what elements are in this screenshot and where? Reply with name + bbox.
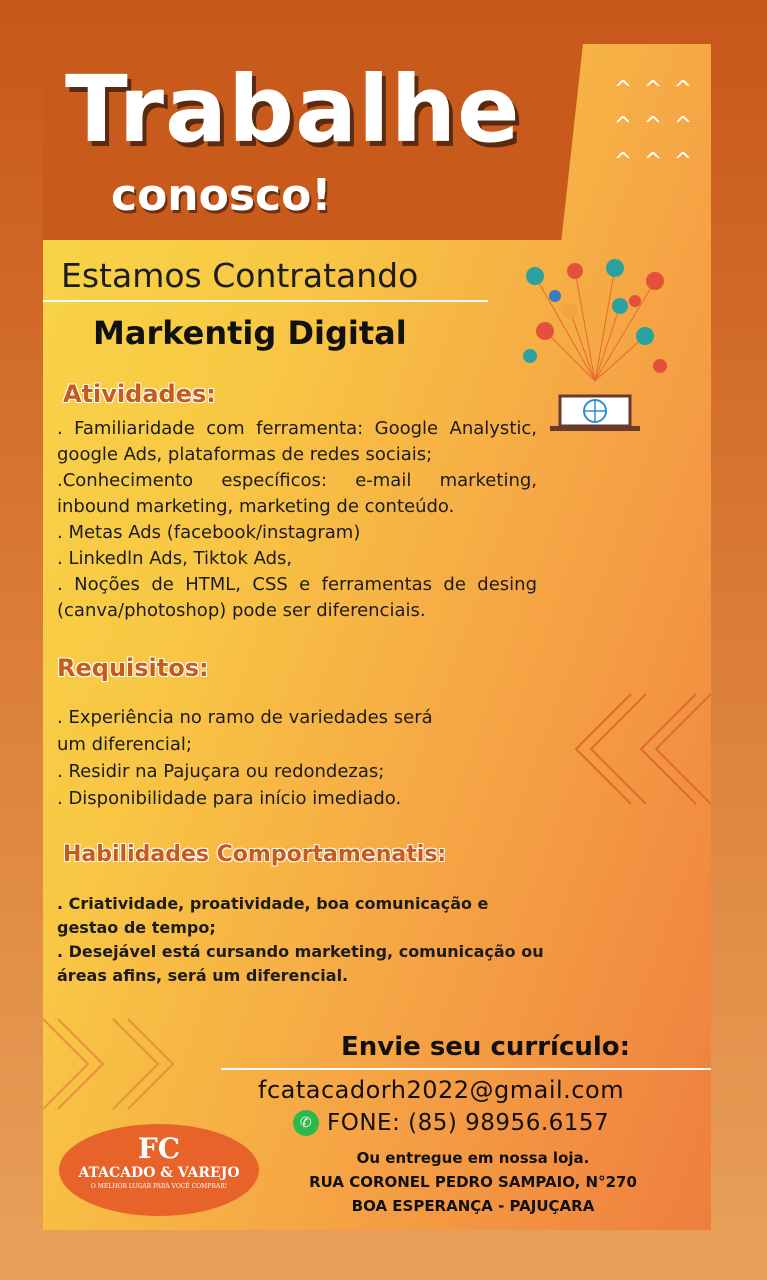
habilidades-heading: Habilidades Comportamenatis: (63, 842, 447, 867)
whatsapp-icon: ✆ (293, 1110, 319, 1136)
poster-title: Trabalhe (65, 56, 521, 163)
requisitos-heading: Requisitos: (57, 654, 209, 682)
atividades-heading: Atividades: (63, 380, 216, 408)
contact-email[interactable]: fcatacadorh2022@gmail.com (258, 1076, 625, 1104)
role-title: Markentig Digital (93, 314, 407, 352)
chevron-up-icon: ^ (613, 113, 633, 138)
store-address (283, 1146, 663, 1218)
atividades-list (57, 416, 537, 624)
contact-phone-row (293, 1110, 609, 1136)
habilidades-list (57, 892, 547, 988)
address-line: BOA ESPERANÇA - PAJUÇARA (351, 1197, 595, 1215)
list-item: . Familiaridade com ferramenta: Google Analystic, google Ads, plataformas de redes sociais; (57, 418, 537, 465)
logo-name: ATACADO & VAREJO (78, 1165, 240, 1181)
list-item: . Experiência no ramo de variedades será um diferencial; (57, 707, 433, 755)
list-item: . Linkedln Ads, Tiktok Ads, (57, 548, 293, 569)
chevron-left-pattern (571, 684, 711, 814)
send-resume-heading: Envie seu currículo: (341, 1032, 631, 1062)
chevron-pattern-top (608, 72, 708, 180)
address-line: RUA CORONEL PEDRO SAMPAIO, N°270 (309, 1173, 637, 1191)
chevron-up-icon: ^ (673, 113, 693, 138)
chevron-up-icon: ^ (673, 149, 693, 174)
list-item: . Noções de HTML, CSS e ferramentas de desing (canva/photoshop) pode ser diferenciais. (57, 574, 537, 621)
chevron-up-icon: ^ (613, 149, 633, 174)
logo-initials: FC (137, 1132, 181, 1165)
hiring-heading: Estamos Contratando (61, 256, 419, 295)
company-logo (59, 1124, 259, 1216)
address-line: Ou entregue em nossa loja. (356, 1149, 590, 1167)
chevron-up-icon: ^ (673, 77, 693, 102)
list-item: .Conhecimento específicos: e-mail marketing, inbound marketing, marketing de conteúdo. (57, 470, 537, 517)
chevron-right-pattern (43, 1014, 183, 1114)
job-poster (43, 44, 711, 1230)
list-item: . Disponibilidade para início imediado. (57, 788, 402, 809)
chevron-up-icon: ^ (643, 113, 663, 138)
list-item: . Desejável está cursando marketing, comunicação ou áreas afins, será um diferencial. (57, 942, 544, 985)
list-item: . Metas Ads (facebook/instagram) (57, 522, 361, 543)
requisitos-list (57, 704, 447, 812)
chevron-up-icon: ^ (643, 77, 663, 102)
poster-subtitle: conosco! (111, 170, 332, 221)
logo-tagline: O MELHOR LUGAR PARA VOCÊ COMPRAR! (90, 1183, 228, 1190)
social-network-icon (515, 256, 675, 436)
list-item: . Residir na Pajuçara ou redondezas; (57, 761, 385, 782)
divider (43, 300, 488, 302)
chevron-up-icon: ^ (613, 77, 633, 102)
chevron-up-icon: ^ (643, 149, 663, 174)
list-item: . Criatividade, proatividade, boa comunicação e gestao de tempo; (57, 894, 489, 937)
contact-phone[interactable]: FONE: (85) 98956.6157 (327, 1110, 610, 1136)
divider (221, 1068, 711, 1070)
